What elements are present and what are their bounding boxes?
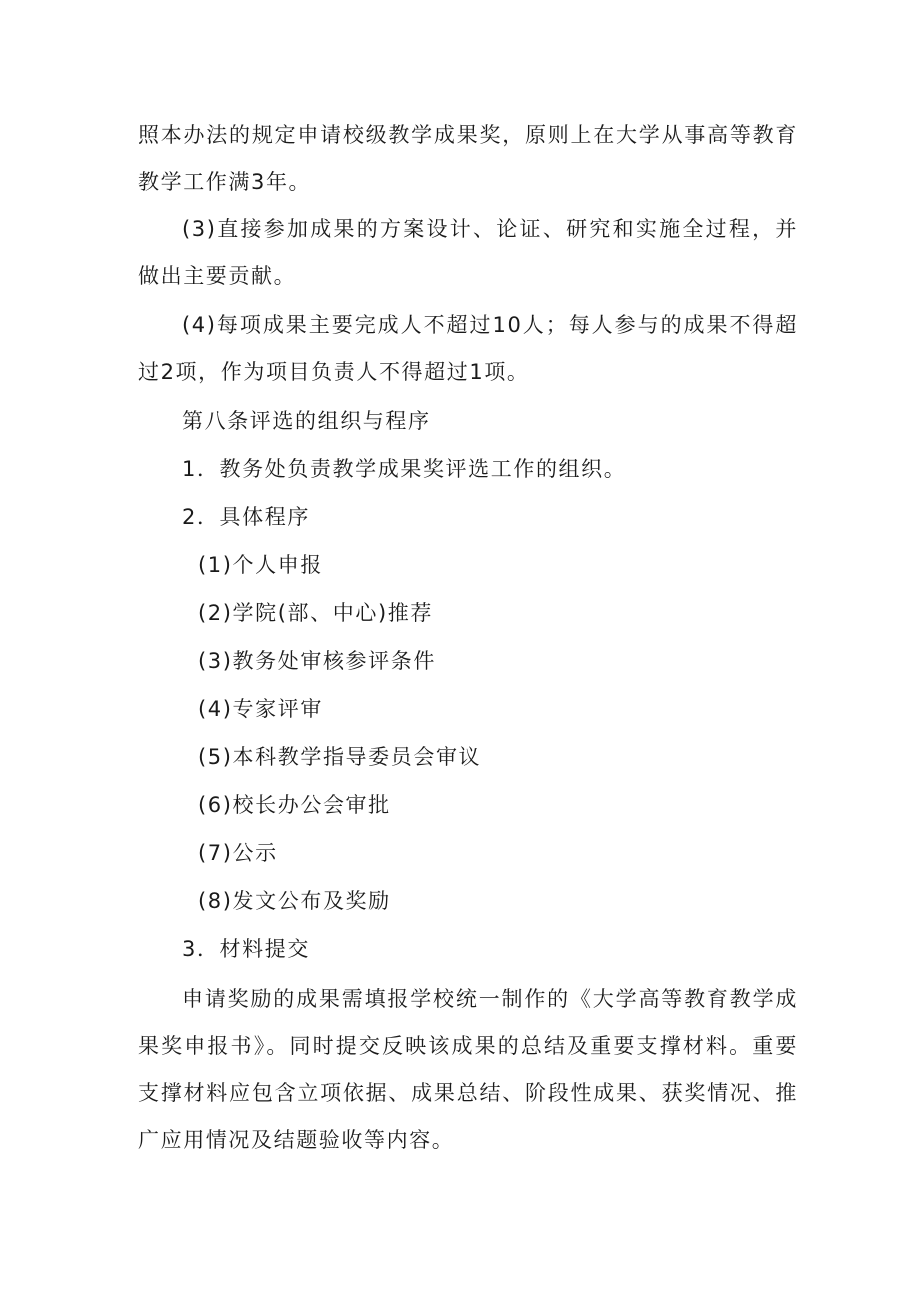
procedure-step-3: (3)教务处审核参评条件	[198, 649, 436, 673]
item-3-materials-heading: 3．材料提交	[182, 937, 310, 961]
procedure-step-6: (6)校长办公会审批	[198, 793, 391, 817]
paragraph-eligibility-continued: 照本办法的规定申请校级教学成果奖，原则上在大学从事高等教育教学工作满3年。	[138, 123, 798, 194]
item-1-organization: 1．教务处负责教学成果奖评选工作的组织。	[182, 457, 627, 481]
paragraph-materials-description: 申请奖励的成果需填报学校统一制作的《大学高等教育教学成果奖申报书》。同时提交反映该成果的总结及重要支撑材料。重要支撑材料应包含立项依据、成果总结、阶段性成果、获奖情况、推广应用情况及结题验收等内容。	[138, 987, 798, 1152]
procedure-step-1: (1)个人申报	[198, 553, 323, 577]
procedure-step-5: (5)本科教学指导委员会审议	[198, 745, 482, 769]
procedure-step-2: (2)学院(部、中心)推荐	[198, 601, 433, 625]
paragraph-condition-3: (3)直接参加成果的方案设计、论证、研究和实施全过程，并做出主要贡献。	[138, 217, 798, 288]
procedure-step-7: (7)公示	[198, 841, 278, 865]
paragraph-condition-4: (4)每项成果主要完成人不超过10人；每人参与的成果不得超过2项，作为项目负责人不得超过1项。	[138, 313, 798, 384]
procedure-step-4: (4)专家评审	[198, 697, 323, 721]
procedure-step-8: (8)发文公布及奖励	[198, 889, 391, 913]
item-2-procedure-heading: 2．具体程序	[182, 505, 310, 529]
article-8-heading: 第八条评选的组织与程序	[182, 409, 431, 433]
